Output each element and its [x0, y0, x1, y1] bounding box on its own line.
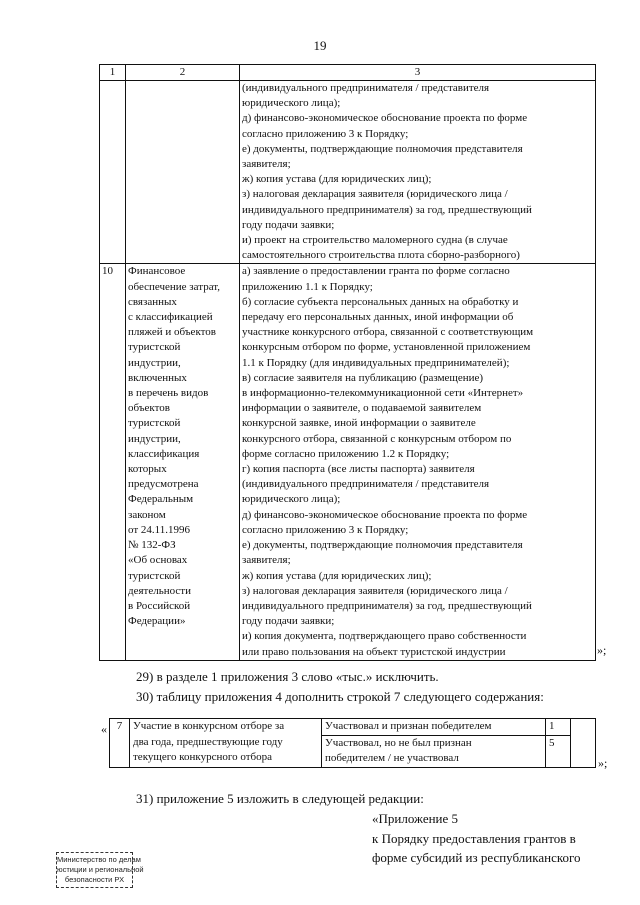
stamp-line: Министерство по делам [57, 855, 141, 864]
option-line: победителем / не участвовал [325, 752, 459, 764]
doc-line: и) проект на строительство маломерного судна (в случае [242, 234, 508, 247]
doc-line: в информационно-телекоммуникационной сети «Интернет» [242, 387, 524, 400]
purpose-line: обеспечение затрат, [128, 280, 221, 293]
purpose-line: «Об основах [128, 554, 188, 567]
criteria-line: Участие в конкурсном отборе за [133, 720, 285, 732]
purpose-line: связанных [128, 295, 177, 308]
score-1: 1 [546, 719, 571, 736]
doc-line: юридического лица); [242, 493, 341, 506]
purpose-line: предусмотрена [128, 478, 199, 491]
doc-line: г) копия паспорта (все листы паспорта) заявителя [242, 463, 475, 476]
header-col-1: 1 [100, 65, 126, 81]
annex-line-3: форме субсидий из республиканского [372, 850, 581, 865]
paragraph-30: 30) таблицу приложения 4 дополнить строкой 7 следующего содержания: [136, 689, 544, 704]
purpose-line: пляжей и объектов [128, 326, 216, 339]
continuation-number [100, 81, 126, 264]
doc-line: заявителя; [242, 554, 291, 567]
doc-line: (индивидуального предпринимателя / представителя [242, 82, 490, 94]
table-header-row [100, 65, 596, 81]
header-col-3: 3 [240, 65, 596, 81]
purpose-line: деятельности [128, 584, 191, 597]
purpose-line: в перечень видов [128, 387, 209, 400]
empty-cell [571, 719, 596, 768]
row-number: 10 [100, 264, 126, 660]
row-purpose [126, 264, 240, 660]
doc-line: конкурсной заявке, иной информации о заявителе [242, 417, 476, 430]
purpose-line: с классификацией [128, 311, 213, 324]
purpose-line: туристской [128, 341, 181, 354]
stamp-line: безопасности РХ [64, 875, 125, 884]
table-closing-quote: »; [597, 643, 607, 657]
purpose-line: Финансовое [128, 265, 186, 278]
header-col-2: 2 [126, 65, 240, 81]
doc-line: приложению 1.1 к Порядку; [242, 280, 373, 293]
doc-line: индивидуального предпринимателя) за год, предшествующий [242, 599, 532, 612]
doc-line: 1.1 к Порядку (для индивидуальных предпринимателей); [242, 356, 510, 369]
table2-opening-quote: « [101, 722, 107, 736]
paragraph-29: 29) в разделе 1 приложения 3 слово «тыс.» исключить. [136, 669, 439, 684]
doc-line: информации о заявителе, о подаваемой заявителем [242, 402, 482, 415]
stamp-line: юстиции и региональной [57, 865, 144, 874]
page-number: 19 [313, 38, 327, 53]
score-2: 5 [546, 735, 571, 767]
doc-line: передачу его персональных данных, иной информации об [242, 311, 514, 324]
doc-line: е) документы, подтверждающие полномочия представителя [242, 539, 523, 552]
purpose-line: № 132-ФЗ [128, 539, 176, 552]
annex-line-2: к Порядку предоставления грантов в [372, 831, 576, 846]
doc-line: б) согласие субъекта персональных данных на обработку и [242, 295, 519, 308]
doc-line: (индивидуального предпринимателя / представителя [242, 478, 490, 491]
purpose-line: туристской [128, 417, 181, 430]
doc-line: з) налоговая декларация заявителя (юридического лица / [242, 584, 508, 597]
doc-line: конкурсным отбором по форме, установленной приложением [242, 341, 531, 354]
doc-line: форме согласно приложению 1.2 к Порядку; [242, 447, 450, 460]
purpose-line: туристской [128, 569, 181, 582]
purpose-line: классификация [128, 447, 200, 460]
paragraph-31: 31) приложение 5 изложить в следующей редакции: [136, 791, 424, 806]
purpose-line: Федерации» [128, 615, 186, 628]
doc-line: в) согласие заявителя на публикацию (размещение) [242, 371, 484, 384]
option-1 [322, 719, 546, 736]
option-line: Участвовал и признан победителем [325, 720, 492, 732]
doc-line: или право пользования на объект туристской индустрии [242, 645, 506, 658]
doc-line: индивидуального предпринимателя) за год, предшествующий [242, 203, 532, 216]
purpose-line: индустрии, [128, 432, 181, 445]
annex-line-1: «Приложение 5 [372, 811, 459, 826]
doc-line: году подачи заявки; [242, 218, 335, 231]
doc-line: юридического лица); [242, 97, 341, 110]
doc-line: з) налоговая декларация заявителя (юридического лица / [242, 188, 508, 201]
purpose-line: в Российской [128, 599, 191, 612]
criteria-number: 7 [110, 719, 130, 768]
doc-line: самостоятельного строительства плота сборно-разборного) [242, 249, 520, 262]
criteria-line: два года, предшествующие году [133, 735, 283, 748]
purpose-line: объектов [128, 402, 170, 415]
doc-line: участнике конкурсного отбора, связанной с соответствующим [242, 326, 534, 339]
criteria-text [130, 719, 322, 768]
doc-line: и) копия документа, подтверждающего право собственности [242, 630, 527, 643]
ministry-stamp [56, 852, 144, 888]
doc-line: д) финансово-экономическое обоснование проекта по форме [242, 112, 528, 125]
continuation-purpose [126, 81, 240, 264]
doc-line: конкурсного отбора, связанной с конкурсным отбором по [242, 432, 512, 445]
option-line: Участвовал, но не был признан [325, 736, 472, 749]
purpose-line: законом [128, 508, 166, 521]
purpose-line: которых [128, 463, 167, 476]
table2-closing-quote: »; [598, 756, 608, 770]
doc-line: д) финансово-экономическое обоснование проекта по форме [242, 508, 528, 521]
purpose-line: включенных [128, 371, 187, 384]
doc-line: согласно приложению 3 к Порядку; [242, 127, 409, 140]
doc-line: ж) копия устава (для юридических лиц); [242, 173, 432, 186]
doc-line: е) документы, подтверждающие полномочия представителя [242, 142, 523, 155]
doc-line: согласно приложению 3 к Порядку; [242, 523, 409, 536]
purpose-line: Федеральным [128, 493, 194, 506]
purpose-line: от 24.11.1996 [128, 523, 191, 536]
doc-line: заявителя; [242, 158, 291, 171]
main-table [99, 64, 596, 661]
criteria-line: текущего конкурсного отбора [133, 751, 272, 763]
doc-line: ж) копия устава (для юридических лиц); [242, 569, 432, 582]
doc-line: а) заявление о предоставлении гранта по форме согласно [242, 265, 510, 278]
option-2 [322, 735, 546, 767]
criteria-row [110, 719, 596, 736]
criteria-table [109, 718, 596, 768]
doc-line: году подачи заявки; [242, 615, 335, 628]
purpose-line: индустрии, [128, 356, 181, 369]
row-docs [240, 264, 596, 660]
table-row-10 [100, 264, 596, 660]
table-row-continuation [100, 81, 596, 264]
continuation-docs [240, 81, 596, 264]
